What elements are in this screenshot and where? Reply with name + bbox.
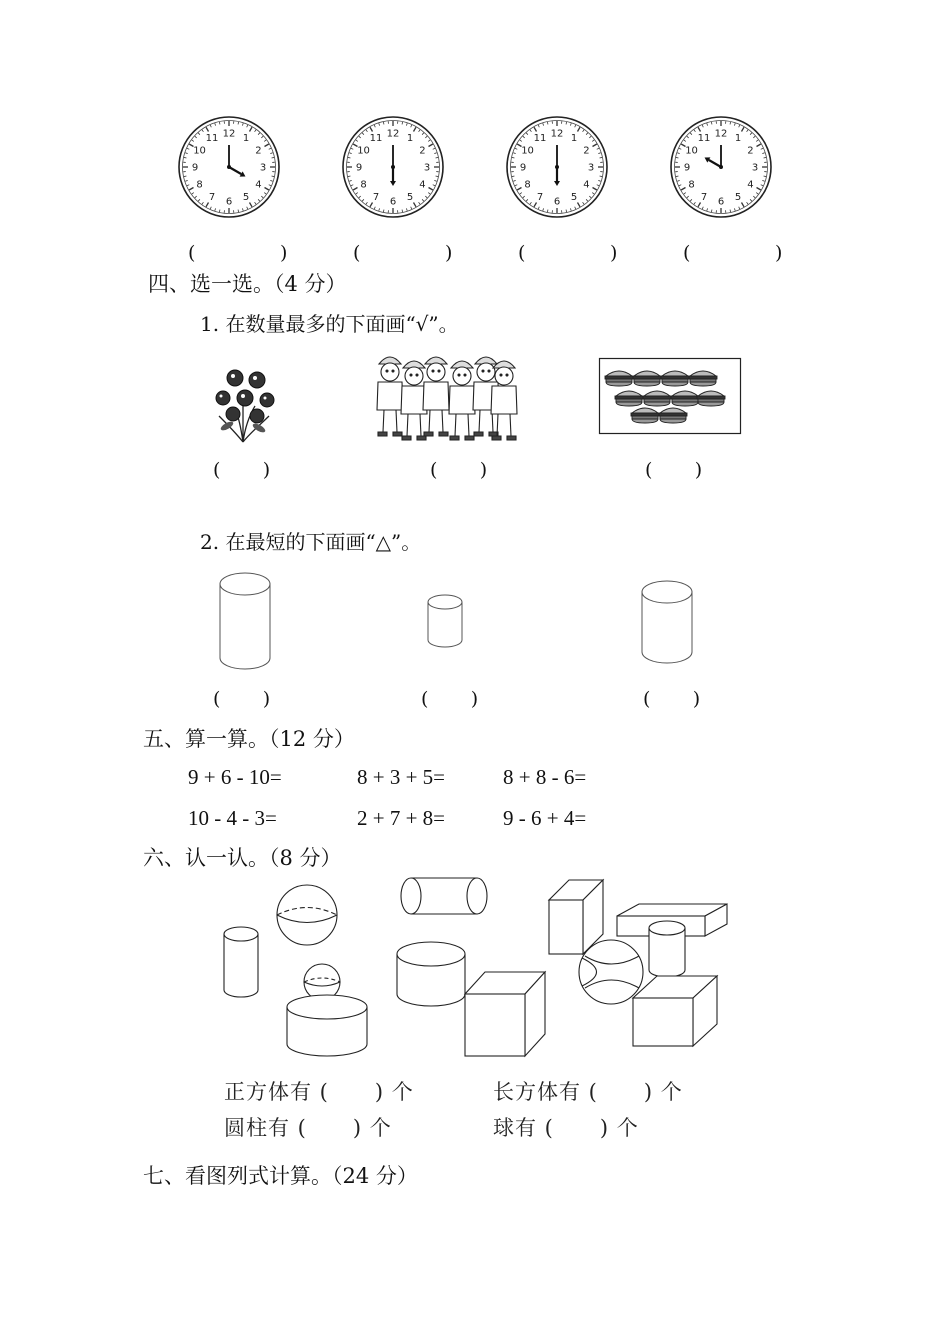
sphere-count[interactable]: 球有 ( ) 个 (493, 1116, 639, 1140)
q1-answer-1[interactable]: ( ) (213, 459, 271, 481)
clock-4 (671, 117, 771, 217)
clock-number: 9 (519, 162, 527, 174)
clock-row (0, 0, 950, 240)
clock-number: 4 (583, 179, 590, 191)
clock-number: 11 (369, 133, 383, 145)
calc-1[interactable]: 9 + 6 - 10= (188, 765, 282, 789)
clock-number: 2 (583, 145, 590, 157)
hamburgers-picture (599, 358, 741, 434)
clock-number: 6 (389, 196, 397, 208)
clock-answer-2[interactable]: ( ) (353, 242, 453, 264)
clock-number: 11 (205, 133, 219, 145)
q2-answer-3[interactable]: ( ) (643, 688, 701, 710)
clock-number: 3 (259, 162, 267, 174)
calc-2[interactable]: 8 + 3 + 5= (357, 765, 446, 789)
clock-number: 2 (255, 145, 262, 157)
q1-answer-2[interactable]: ( ) (430, 459, 488, 481)
section5-heading: 五、算一算。（12 分） (143, 727, 355, 751)
children-picture (376, 350, 516, 440)
roses-picture (205, 358, 285, 448)
clock-number: 4 (747, 179, 754, 191)
clock-3 (507, 117, 607, 217)
clock-number: 3 (423, 162, 431, 174)
cuboid-count[interactable]: 长方体有 ( ) 个 (493, 1080, 683, 1104)
solids-picture (215, 872, 735, 1062)
calc-4[interactable]: 10 - 4 - 3= (188, 806, 277, 830)
clock-number: 5 (734, 191, 742, 203)
calc-5[interactable]: 2 + 7 + 8= (357, 806, 446, 830)
clock-number: 10 (685, 145, 698, 157)
section4-heading: 四、选一选。（4 分） (148, 272, 347, 296)
clock-answer-3[interactable]: ( ) (518, 242, 618, 264)
clock-number: 5 (406, 191, 414, 203)
clock-number: 7 (700, 191, 708, 203)
clock-number: 2 (419, 145, 426, 157)
clock-number: 8 (524, 179, 531, 191)
cube-count[interactable]: 正方体有 ( ) 个 (224, 1080, 414, 1104)
section4-question-1: 1. 在数量最多的下面画“√”。 (200, 312, 459, 336)
clock-number: 7 (208, 191, 216, 203)
child-figure (423, 357, 449, 436)
clock-number: 1 (734, 133, 742, 145)
clock-number: 11 (697, 133, 711, 145)
clock-number: 8 (196, 179, 203, 191)
clock-number: 9 (355, 162, 363, 174)
clock-number: 1 (406, 133, 414, 145)
clock-number: 1 (570, 133, 578, 145)
clock-number: 10 (357, 145, 370, 157)
clock-number: 6 (717, 196, 725, 208)
clock-number: 3 (751, 162, 759, 174)
clock-number: 4 (419, 179, 426, 191)
child-figure (377, 357, 403, 436)
q2-answer-2[interactable]: ( ) (421, 688, 479, 710)
q1-answer-3[interactable]: ( ) (645, 459, 703, 481)
medium-cylinder (641, 578, 701, 668)
tall-cylinder (219, 568, 279, 678)
clock-number: 10 (521, 145, 534, 157)
clock-1 (179, 117, 279, 217)
clock-number: 12 (714, 128, 728, 140)
clock-number: 12 (386, 128, 400, 140)
clock-number: 12 (550, 128, 564, 140)
clock-number: 12 (222, 128, 236, 140)
section7-heading: 七、看图列式计算。（24 分） (143, 1164, 418, 1188)
clock-number: 4 (255, 179, 262, 191)
clock-number: 9 (683, 162, 691, 174)
section6-heading: 六、认一认。（8 分） (143, 846, 342, 870)
cylinder-count[interactable]: 圆柱有 ( ) 个 (224, 1116, 392, 1140)
clock-number: 1 (242, 133, 250, 145)
clock-number: 11 (533, 133, 547, 145)
short-cylinder (427, 592, 467, 652)
clock-number: 6 (225, 196, 233, 208)
clock-2 (343, 117, 443, 217)
child-figure (449, 361, 475, 440)
clock-number: 7 (372, 191, 380, 203)
calc-6[interactable]: 9 - 6 + 4= (503, 806, 587, 830)
clock-number: 8 (360, 179, 367, 191)
clock-number: 10 (193, 145, 206, 157)
clock-answer-4[interactable]: ( ) (683, 242, 783, 264)
calc-3[interactable]: 8 + 8 - 6= (503, 765, 587, 789)
section4-question-2: 2. 在最短的下面画“△”。 (200, 530, 422, 554)
clock-number: 8 (688, 179, 695, 191)
q2-answer-1[interactable]: ( ) (213, 688, 271, 710)
clock-number: 9 (191, 162, 199, 174)
clock-number: 7 (536, 191, 544, 203)
clock-number: 6 (553, 196, 561, 208)
clock-number: 5 (242, 191, 250, 203)
clock-number: 5 (570, 191, 578, 203)
clock-answer-1[interactable]: ( ) (188, 242, 288, 264)
clock-number: 2 (747, 145, 754, 157)
clock-number: 3 (587, 162, 595, 174)
